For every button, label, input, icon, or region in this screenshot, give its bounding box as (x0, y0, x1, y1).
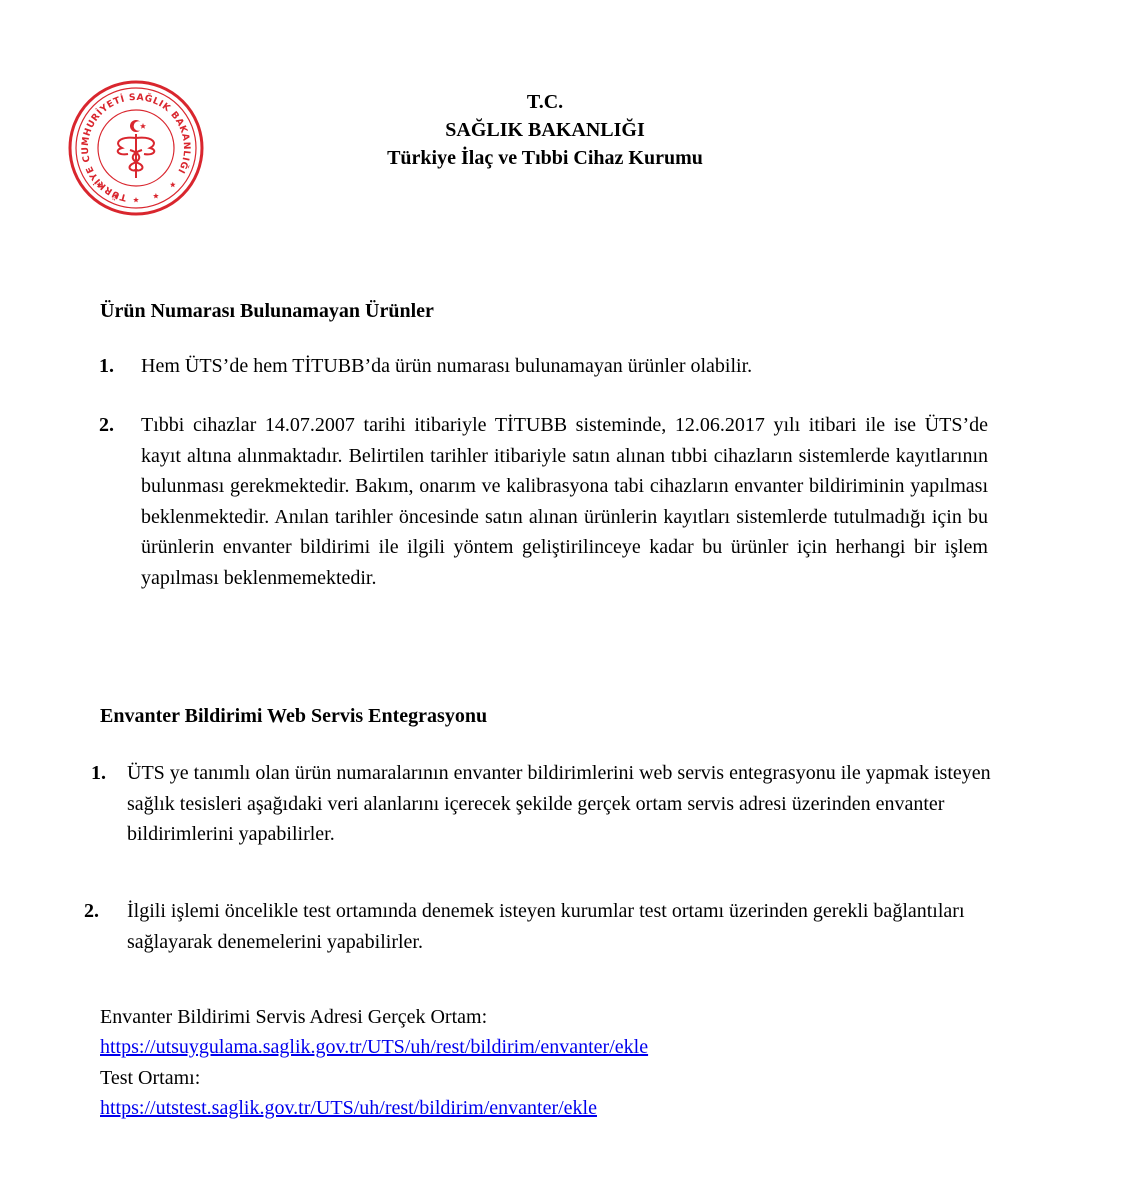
real-address-label: Envanter Bildirimi Servis Adresi Gerçek Ortam: (100, 1006, 488, 1028)
item-text: İlgili işlemi öncelikle test ortamında denemek isteyen kurumlar test ortamı üzerinden gerekli bağlantıları sağlayarak denemelerini yapabilirler. (127, 900, 965, 953)
item-number: 2. (84, 900, 99, 922)
seal-text: TÜRKİYE CUMHURİYETİ SAĞLIK BAKANLIĞI (79, 91, 193, 204)
ministry-seal-logo (66, 78, 206, 218)
seal-star-icon (153, 193, 159, 198)
real-address-link[interactable]: https://utsuygulama.saglik.gov.tr/UTS/uh/rest/bildirim/envanter/ekle (100, 1036, 649, 1058)
item-text: ÜTS ye tanımlı olan ürün numaralarının envanter bildirimlerini web servis entegrasyonu ile yapmak isteyen sağlık tesisleri aşağıdaki veri alanlarını içerecek şekilde gerçek ortam servis adresi üzerinden envanter bildirimlerini yapabilirler. (127, 762, 991, 845)
header-tc: T.C. (526, 91, 564, 113)
item-text: Tıbbi cihazlar 14.07.2007 tarihi itibariyle TİTUBB sisteminde, 12.06.2017 yılı itibari ile ise ÜTS’de kayıt altına alınmaktadır. Belirtilen tarihler itibariyle satın alınan tıbbi cihazların sistemlerde kayıtlarının bulunması gerekmektedir. Bakım, onarım ve kalibrasyona tabi cihazların envanter bildiriminin yapılması beklenmektedir. Anılan tarihler öncesinde satın alınan ürünlerin kayıtları sistemlerde tutulmadığı için bu ürünlerin envanter bildirimi ile ilgili yöntem geliştirilinceye kadar bu ürünler için herhangi bir işlem yapılması beklenmemektedir. (141, 414, 988, 589)
item-text: Hem ÜTS’de hem TİTUBB’da ürün numarası bulunamayan ürünler olabilir. (141, 355, 753, 377)
item-number: 1. (99, 355, 114, 377)
header-agency: Türkiye İlaç ve Tıbbi Cihaz Kurumu (387, 147, 703, 169)
test-address-link[interactable]: https://utstest.saglik.gov.tr/UTS/uh/rest/bildirim/envanter/ekle (100, 1097, 597, 1119)
test-address-label: Test Ortamı: (100, 1067, 201, 1089)
seal-star-icon (133, 197, 139, 202)
item-number: 2. (99, 414, 114, 436)
document-header (300, 88, 790, 172)
seal-star-icon (170, 182, 176, 187)
section2-title: Envanter Bildirimi Web Servis Entegrasyonu (100, 705, 488, 727)
header-ministry: SAĞLIK BAKANLIĞI (445, 119, 645, 141)
item-number: 1. (91, 762, 106, 784)
section1-title: Ürün Numarası Bulunamayan Ürünler (100, 300, 434, 322)
